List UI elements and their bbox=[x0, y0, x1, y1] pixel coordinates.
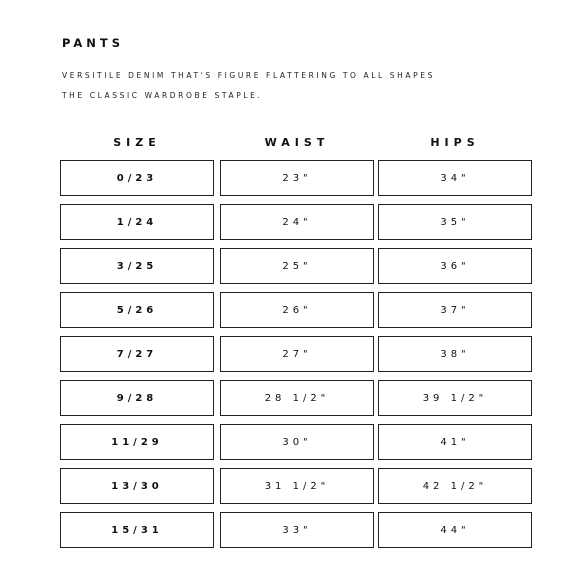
waist-cell: 25" bbox=[220, 248, 374, 284]
table-row bbox=[60, 336, 534, 374]
waist-cell: 33" bbox=[220, 512, 374, 548]
column-header-hips: HIPS bbox=[430, 136, 480, 149]
hips-cell: 39 1/2" bbox=[378, 380, 532, 416]
table-row bbox=[60, 160, 534, 198]
page-title: PANTS bbox=[62, 36, 125, 50]
table-row bbox=[60, 380, 534, 418]
size-cell: 11/29 bbox=[60, 424, 214, 460]
size-cell: 9/28 bbox=[60, 380, 214, 416]
table-row bbox=[60, 468, 534, 506]
table-row bbox=[60, 248, 534, 286]
size-cell: 15/31 bbox=[60, 512, 214, 548]
hips-cell: 38" bbox=[378, 336, 532, 372]
size-table-header bbox=[60, 136, 534, 154]
column-header-waist: WAIST bbox=[264, 136, 330, 149]
hips-cell: 35" bbox=[378, 204, 532, 240]
hips-cell: 37" bbox=[378, 292, 532, 328]
description-line: THE CLASSIC WARDROBE STAPLE. bbox=[62, 91, 263, 100]
table-row bbox=[60, 512, 534, 550]
size-cell: 7/27 bbox=[60, 336, 214, 372]
description bbox=[62, 66, 435, 106]
table-row bbox=[60, 204, 534, 242]
hips-cell: 36" bbox=[378, 248, 532, 284]
hips-cell: 44" bbox=[378, 512, 532, 548]
size-cell: 3/25 bbox=[60, 248, 214, 284]
waist-cell: 26" bbox=[220, 292, 374, 328]
hips-cell: 42 1/2" bbox=[378, 468, 532, 504]
waist-cell: 23" bbox=[220, 160, 374, 196]
waist-cell: 28 1/2" bbox=[220, 380, 374, 416]
waist-cell: 31 1/2" bbox=[220, 468, 374, 504]
waist-cell: 24" bbox=[220, 204, 374, 240]
table-row bbox=[60, 424, 534, 462]
size-cell: 0/23 bbox=[60, 160, 214, 196]
size-cell: 1/24 bbox=[60, 204, 214, 240]
waist-cell: 30" bbox=[220, 424, 374, 460]
column-header-size: SIZE bbox=[113, 136, 161, 149]
description-line: VERSITILE DENIM THAT'S FIGURE FLATTERING TO ALL SHAPES bbox=[62, 71, 435, 80]
hips-cell: 34" bbox=[378, 160, 532, 196]
waist-cell: 27" bbox=[220, 336, 374, 372]
table-row bbox=[60, 292, 534, 330]
size-cell: 13/30 bbox=[60, 468, 214, 504]
hips-cell: 41" bbox=[378, 424, 532, 460]
size-cell: 5/26 bbox=[60, 292, 214, 328]
